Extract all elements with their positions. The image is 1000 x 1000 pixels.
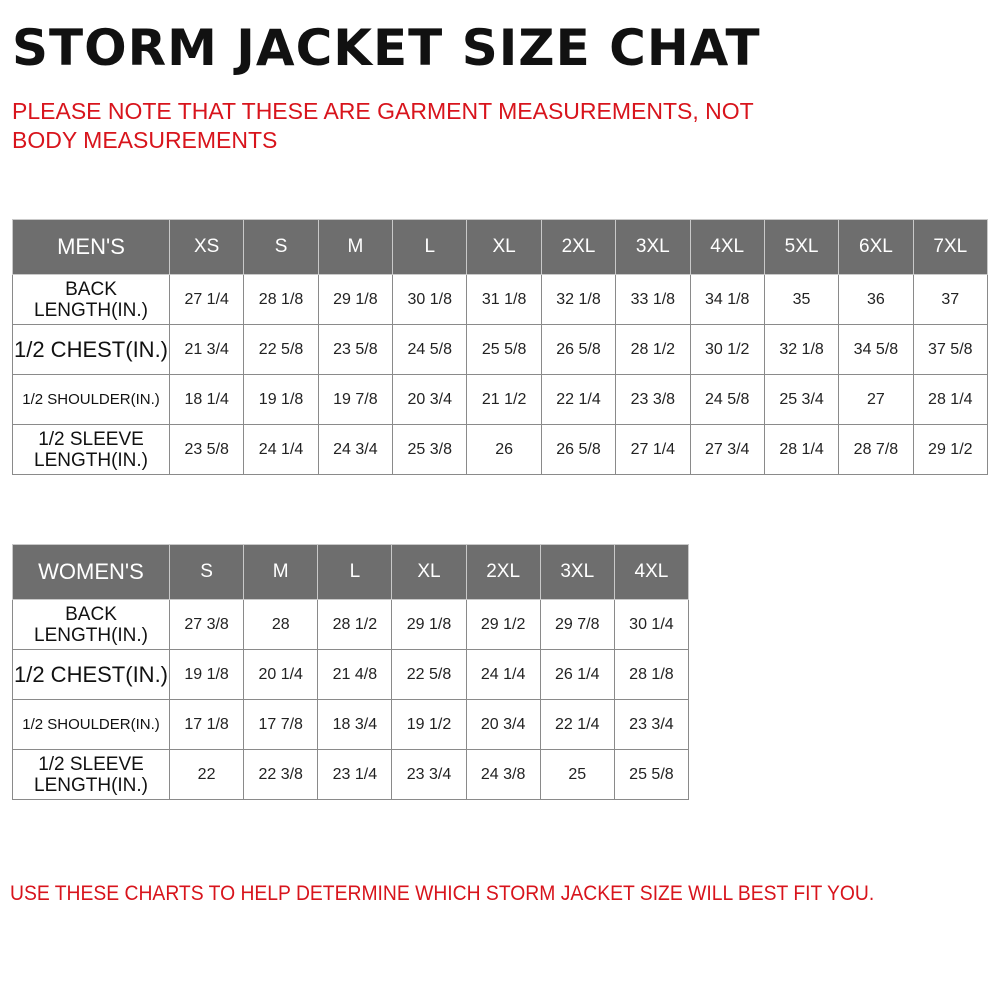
table-cell: 19 1/8 (244, 375, 318, 425)
mens-table-heading: MEN'S (13, 220, 170, 275)
table-cell: 21 4/8 (318, 650, 392, 700)
row-label-line: BACK (65, 278, 117, 300)
table-cell: 20 3/4 (393, 375, 467, 425)
mens-chest-row (13, 325, 988, 375)
table-cell: 22 1/4 (540, 700, 614, 750)
row-label: 1/2 SHOULDER(IN.) (13, 700, 170, 750)
row-label-line: BACK (65, 603, 117, 625)
row-label-line: LENGTH(IN.) (34, 449, 148, 471)
table-cell: 23 5/8 (318, 325, 392, 375)
table-cell: 25 3/4 (764, 375, 838, 425)
table-cell: 23 3/4 (614, 700, 688, 750)
table-cell: 17 1/8 (170, 700, 244, 750)
row-label (13, 600, 170, 650)
table-cell: 22 5/8 (392, 650, 466, 700)
table-cell: 31 1/8 (467, 275, 541, 325)
table-cell: 26 (467, 425, 541, 475)
table-cell: 27 (839, 375, 913, 425)
row-label-line: LENGTH(IN.) (34, 774, 148, 796)
table-cell: 30 1/2 (690, 325, 764, 375)
table-cell: 22 (170, 750, 244, 800)
womens-size-header: L (318, 545, 392, 600)
womens-size-table (12, 544, 689, 800)
measurement-note: PLEASE NOTE THAT THESE ARE GARMENT MEASUREMENTS, NOT BODY MEASUREMENTS (12, 98, 754, 153)
table-cell: 27 1/4 (616, 425, 690, 475)
row-label-line: 1/2 SLEEVE (38, 428, 144, 450)
row-label: 1/2 CHEST(IN.) (13, 650, 170, 700)
mens-size-header: XS (170, 220, 244, 275)
womens-shoulder-row (13, 700, 689, 750)
table-cell: 32 1/8 (541, 275, 615, 325)
table-cell: 24 5/8 (690, 375, 764, 425)
row-label-line: LENGTH(IN.) (34, 624, 148, 646)
table-cell: 26 1/4 (540, 650, 614, 700)
mens-size-table (12, 219, 988, 475)
table-cell: 28 7/8 (839, 425, 913, 475)
mens-size-header: XL (467, 220, 541, 275)
mens-size-header: 3XL (616, 220, 690, 275)
fit-instruction: USE THESE CHARTS TO HELP DETERMINE WHICH STORM JACKET SIZE WILL BEST FIT YOU. (10, 882, 875, 905)
mens-sleeve-row (13, 425, 988, 475)
row-label: 1/2 CHEST(IN.) (13, 325, 170, 375)
table-cell: 19 1/2 (392, 700, 466, 750)
row-label (13, 275, 170, 325)
mens-back-length-row (13, 275, 988, 325)
row-label-line: 1/2 SLEEVE (38, 753, 144, 775)
table-cell: 21 1/2 (467, 375, 541, 425)
row-label-line: LENGTH(IN.) (34, 299, 148, 321)
table-cell: 29 1/8 (318, 275, 392, 325)
mens-size-header: L (393, 220, 467, 275)
table-cell: 19 7/8 (318, 375, 392, 425)
mens-size-header: M (318, 220, 392, 275)
table-cell: 19 1/8 (170, 650, 244, 700)
mens-size-header: 5XL (764, 220, 838, 275)
table-cell: 34 5/8 (839, 325, 913, 375)
womens-back-length-row (13, 600, 689, 650)
table-cell: 22 3/8 (244, 750, 318, 800)
row-label: 1/2 SHOULDER(IN.) (13, 375, 170, 425)
table-cell: 32 1/8 (764, 325, 838, 375)
table-cell: 25 5/8 (614, 750, 688, 800)
row-label (13, 750, 170, 800)
table-cell: 29 7/8 (540, 600, 614, 650)
mens-shoulder-row (13, 375, 988, 425)
womens-size-header: 4XL (614, 545, 688, 600)
table-cell: 34 1/8 (690, 275, 764, 325)
table-cell: 28 1/8 (614, 650, 688, 700)
page-title: STORM JACKET SIZE CHAT (12, 19, 761, 77)
row-label (13, 425, 170, 475)
table-cell: 37 (913, 275, 987, 325)
table-cell: 23 1/4 (318, 750, 392, 800)
mens-size-header: 4XL (690, 220, 764, 275)
table-cell: 24 3/8 (466, 750, 540, 800)
table-cell: 24 1/4 (244, 425, 318, 475)
table-cell: 25 (540, 750, 614, 800)
mens-size-header: 6XL (839, 220, 913, 275)
womens-table-heading: WOMEN'S (13, 545, 170, 600)
table-cell: 22 1/4 (541, 375, 615, 425)
table-cell: 25 5/8 (467, 325, 541, 375)
table-cell: 28 (244, 600, 318, 650)
table-cell: 20 3/4 (466, 700, 540, 750)
table-cell: 29 1/2 (466, 600, 540, 650)
womens-size-header: S (170, 545, 244, 600)
mens-header-row (13, 220, 988, 275)
table-cell: 37 5/8 (913, 325, 987, 375)
table-cell: 20 1/4 (244, 650, 318, 700)
table-cell: 21 3/4 (170, 325, 244, 375)
table-cell: 35 (764, 275, 838, 325)
womens-size-header: XL (392, 545, 466, 600)
table-cell: 28 1/2 (616, 325, 690, 375)
table-cell: 26 5/8 (541, 425, 615, 475)
table-cell: 29 1/2 (913, 425, 987, 475)
womens-size-header: M (244, 545, 318, 600)
table-cell: 29 1/8 (392, 600, 466, 650)
table-cell: 27 3/4 (690, 425, 764, 475)
table-cell: 28 1/8 (244, 275, 318, 325)
womens-chest-row (13, 650, 689, 700)
table-cell: 17 7/8 (244, 700, 318, 750)
table-cell: 24 5/8 (393, 325, 467, 375)
table-cell: 28 1/4 (764, 425, 838, 475)
mens-size-header: 7XL (913, 220, 987, 275)
table-cell: 27 3/8 (170, 600, 244, 650)
table-cell: 23 5/8 (170, 425, 244, 475)
table-cell: 36 (839, 275, 913, 325)
table-cell: 22 5/8 (244, 325, 318, 375)
table-cell: 23 3/4 (392, 750, 466, 800)
womens-size-header: 3XL (540, 545, 614, 600)
table-cell: 27 1/4 (170, 275, 244, 325)
table-cell: 28 1/2 (318, 600, 392, 650)
mens-size-header: 2XL (541, 220, 615, 275)
womens-header-row (13, 545, 689, 600)
table-cell: 24 1/4 (466, 650, 540, 700)
table-cell: 26 5/8 (541, 325, 615, 375)
table-cell: 18 1/4 (170, 375, 244, 425)
womens-size-header: 2XL (466, 545, 540, 600)
table-cell: 33 1/8 (616, 275, 690, 325)
table-cell: 23 3/8 (616, 375, 690, 425)
table-cell: 24 3/4 (318, 425, 392, 475)
table-cell: 30 1/4 (614, 600, 688, 650)
womens-sleeve-row (13, 750, 689, 800)
table-cell: 30 1/8 (393, 275, 467, 325)
table-cell: 28 1/4 (913, 375, 987, 425)
table-cell: 25 3/8 (393, 425, 467, 475)
mens-size-header: S (244, 220, 318, 275)
table-cell: 18 3/4 (318, 700, 392, 750)
